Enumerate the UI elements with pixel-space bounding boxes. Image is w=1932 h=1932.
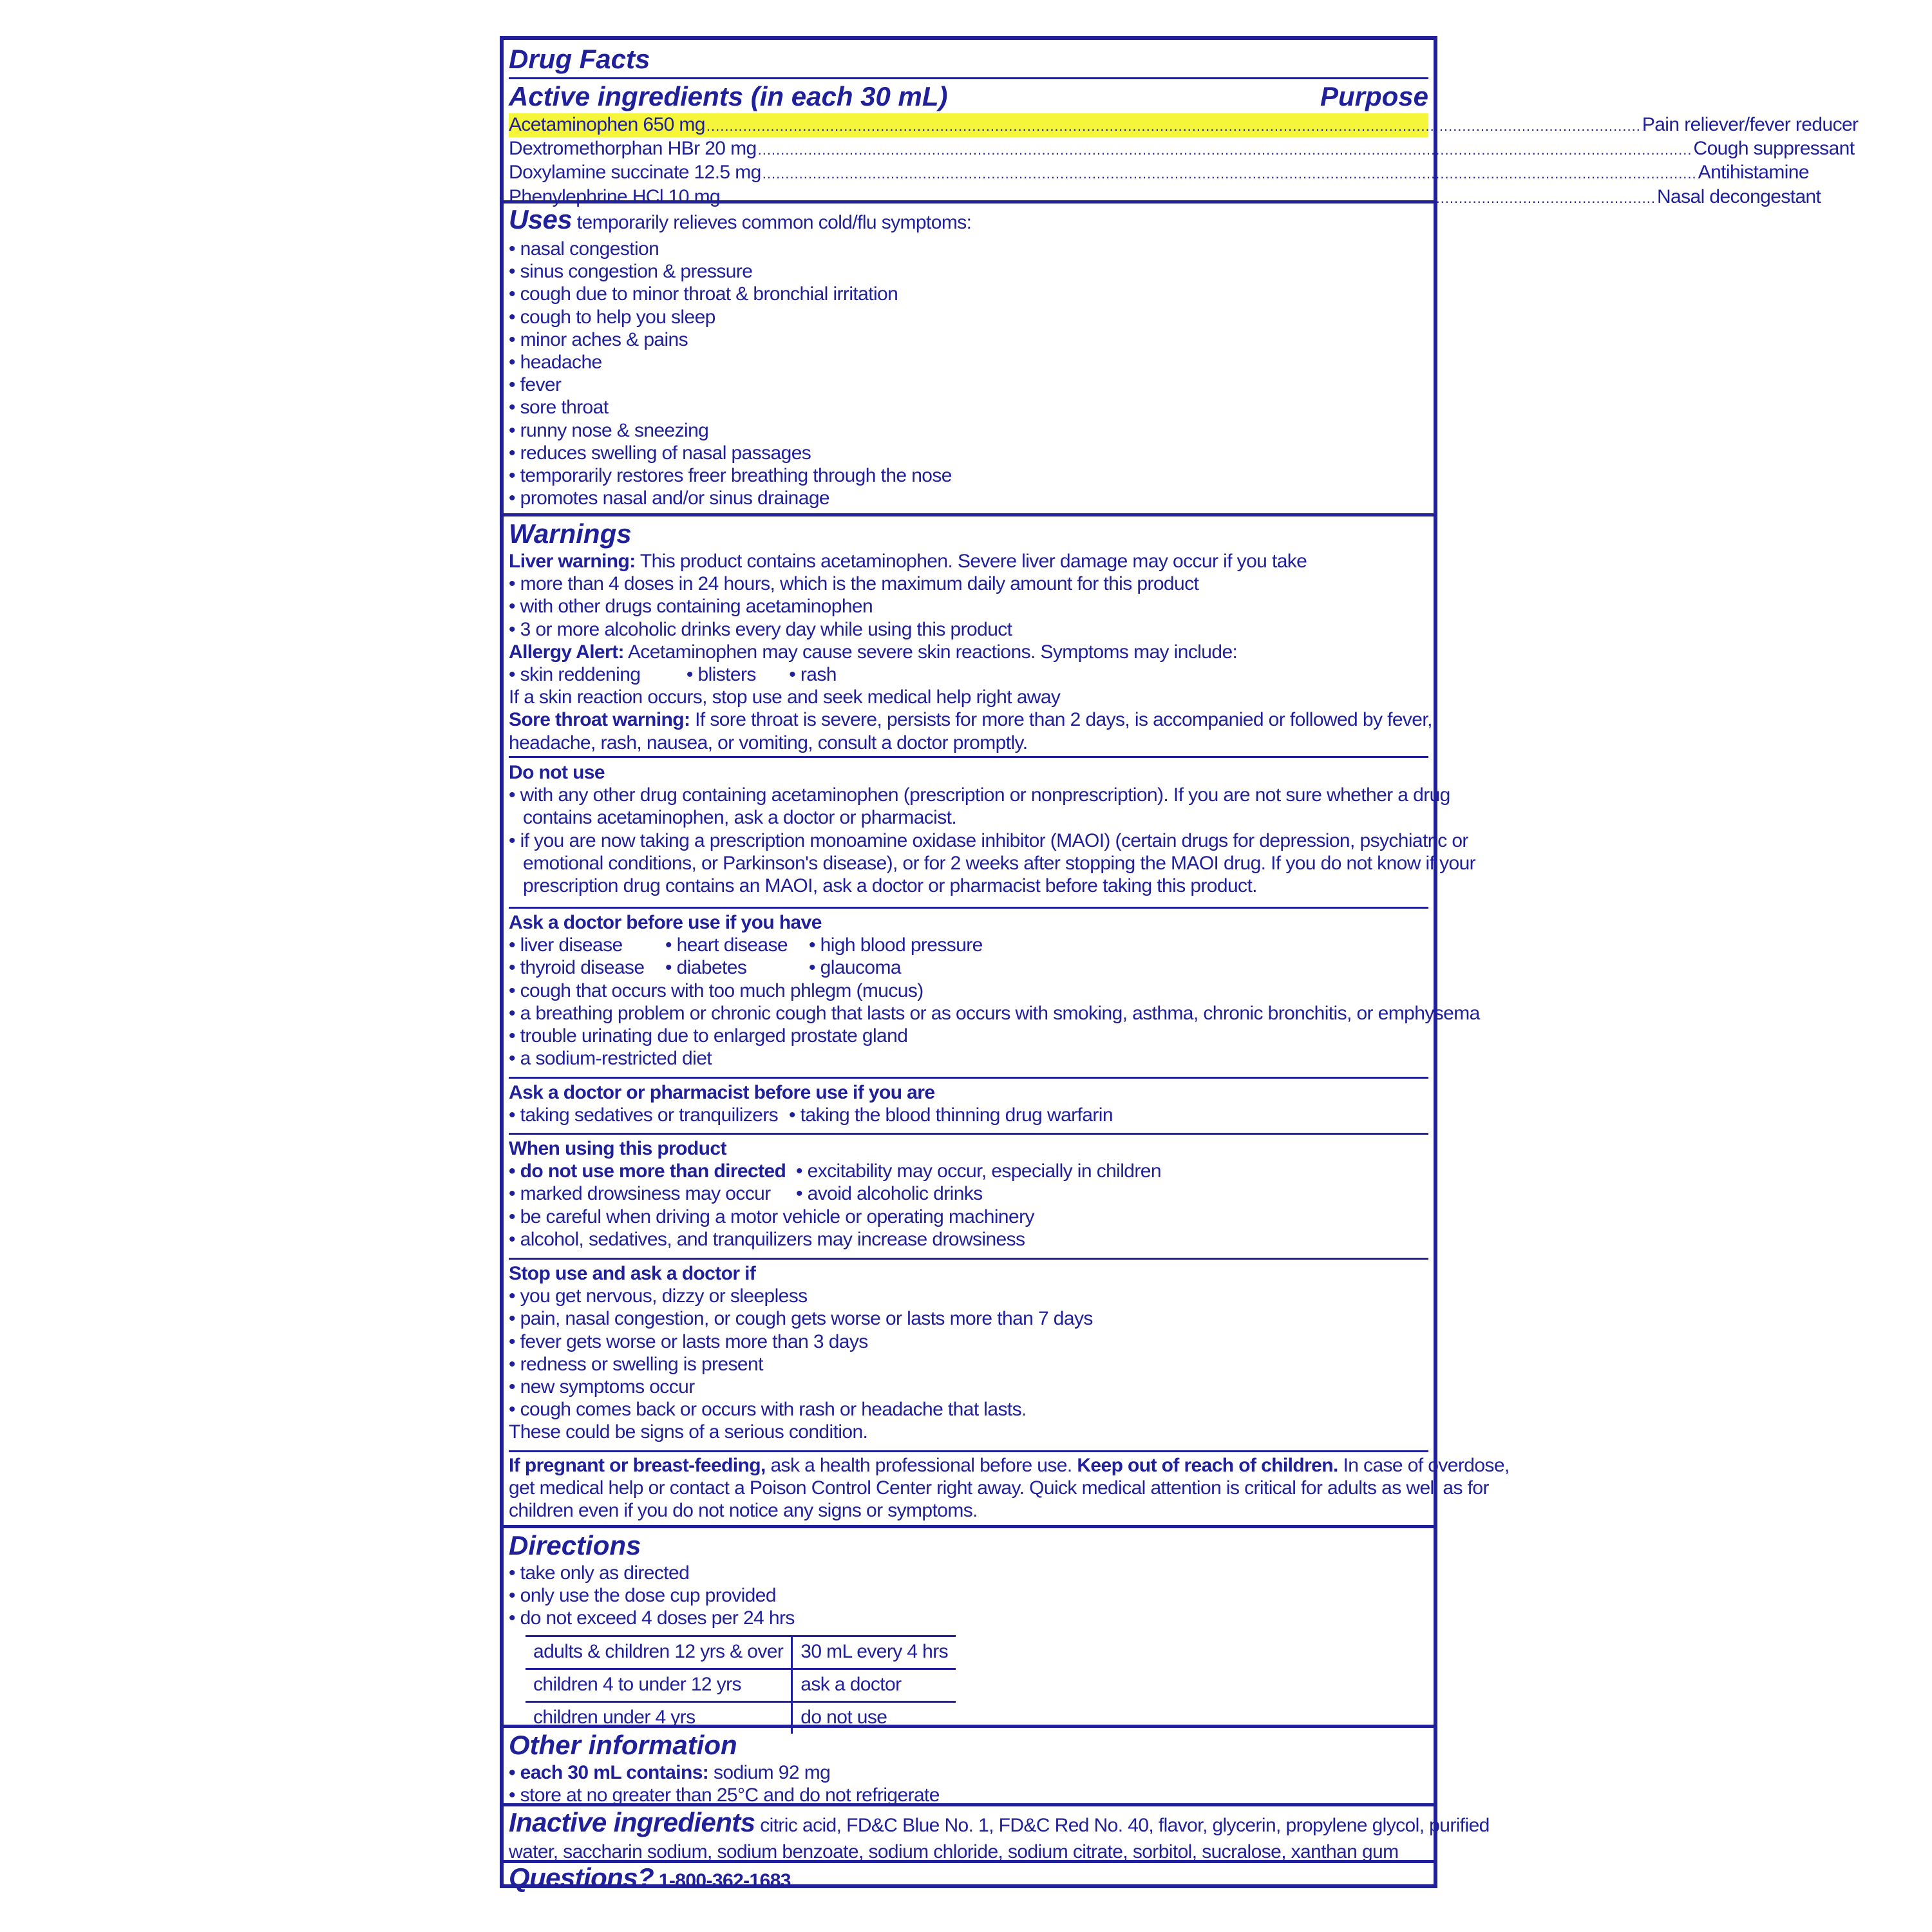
ingredient-name: Phenylephrine HCl 10 mg (509, 185, 721, 207)
uses-section (504, 200, 1434, 509)
list-item: • heart disease (665, 934, 788, 956)
ingredient-name: Doxylamine succinate 12.5 mg (509, 162, 761, 184)
inactive-ingredients-text-cont: water, saccharin sodium, sodium benzoate, sodium chloride, sodium citrate, sorbitol, sucralose, xanthan gum (509, 1841, 1399, 1862)
list-item: • marked drowsiness may occur (509, 1183, 771, 1205)
purpose-heading: Purpose (1320, 81, 1428, 111)
list-item: • promotes nasal and/or sinus drainage (509, 488, 830, 509)
list-item: • with any other drug containing acetaminophen (prescription or nonprescription). If you are not sure whether a drug (509, 784, 1450, 806)
table-cell: ask a doctor (792, 1669, 956, 1701)
allergy-followup: If a skin reaction occurs, stop use and seek medical help right away (509, 687, 1061, 708)
list-item: • a breathing problem or chronic cough that lasts or as occurs with smoking, asthma, chronic bronchitis, or emphysema (509, 1002, 1480, 1024)
ingredient-row: Doxylamine succinate 12.5 mg ............................................................................................................................................................................................................ Antihistamine (509, 162, 1809, 184)
table-row (526, 1669, 956, 1701)
list-item-cont: prescription drug contains an MAOI, ask a doctor or pharmacist before taking this product. (523, 875, 1257, 897)
list-item-cont: contains acetaminophen, ask a doctor or pharmacist. (523, 807, 957, 829)
list-item: • if you are now taking a prescription monoamine oxidase inhibitor (MAOI) (certain drugs for depression, psychiatric or (509, 829, 1468, 851)
divider (509, 1133, 1428, 1135)
dosage-table (526, 1635, 956, 1734)
directions-section (504, 1525, 1434, 1734)
pregnancy-section (504, 1454, 1510, 1522)
divider (509, 77, 1428, 79)
questions-heading: Questions? (509, 1862, 654, 1893)
when-using-section (504, 1137, 1434, 1251)
liver-warning-text: This product contains acetaminophen. Severe liver damage may occur if you take (639, 551, 1307, 572)
list-item: • thyroid disease (509, 957, 645, 979)
list-item: • reduces swelling of nasal passages (509, 442, 811, 464)
list-item: • do not exceed 4 doses per 24 hrs (509, 1607, 795, 1629)
list-item: • a sodium-restricted diet (509, 1048, 712, 1070)
divider (509, 1258, 1428, 1260)
when-using-heading: When using this product (509, 1138, 726, 1159)
list-item: • more than 4 doses in 24 hours, which is the maximum daily amount for this product (509, 573, 1199, 595)
ask-doctor-section (504, 911, 1480, 1070)
list-item: • redness or swelling is present (509, 1353, 763, 1375)
list-item: • 3 or more alcoholic drinks every day while using this product (509, 618, 1012, 640)
list-item: • sinus congestion & pressure (509, 261, 753, 283)
ingredient-name: Acetaminophen 650 mg (509, 114, 705, 135)
list-item: • be careful when driving a motor vehicle or operating machinery (509, 1206, 1034, 1227)
list-item: • do not use more than directed (509, 1160, 786, 1182)
questions-section (504, 1860, 1434, 1896)
pregnant-label: If pregnant or breast-feeding, (509, 1455, 766, 1476)
list-item: • fever (509, 374, 562, 396)
stop-use-section (504, 1262, 1434, 1444)
list-item: • avoid alcoholic drinks (796, 1183, 983, 1205)
ingredient-row: Acetaminophen 650 mg ............................................................................................................................................................................................................ Pain reliever/fever reducer (509, 113, 1428, 137)
stop-use-heading: Stop use and ask a doctor if (509, 1263, 756, 1284)
do-not-use-heading: Do not use (509, 762, 605, 783)
list-item: • cough comes back or occurs with rash or headache that lasts. (509, 1399, 1027, 1421)
sodium-value: sodium 92 mg (713, 1762, 831, 1783)
list-item: • rash (789, 664, 837, 686)
list-item: • take only as directed (509, 1562, 690, 1584)
divider (509, 1077, 1428, 1079)
list-item: • pain, nasal congestion, or cough gets worse or lasts more than 7 days (509, 1308, 1093, 1330)
ask-pharmacist-heading: Ask a doctor or pharmacist before use if you are (509, 1082, 935, 1103)
list-item: • nasal congestion (509, 238, 659, 260)
ingredient-row: Dextromethorphan HBr 20 mg ............................................................................................................................................................................................................ Cough suppressant (509, 138, 1855, 160)
table-row (526, 1636, 956, 1669)
table-cell: 30 mL every 4 hrs (792, 1636, 956, 1669)
list-item: • fever gets worse or lasts more than 3 days (509, 1331, 868, 1352)
drug-facts-header (504, 40, 1434, 79)
table-cell: do not use (792, 1701, 956, 1734)
inactive-ingredients-text: citric acid, FD&C Blue No. 1, FD&C Red No. 40, flavor, glycerin, propylene glycol, purified (760, 1815, 1490, 1836)
directions-heading: Directions (509, 1530, 641, 1560)
ask-doctor-heading: Ask a doctor before use if you have (509, 912, 822, 933)
active-ingredients-section (504, 80, 1859, 209)
list-item: • cough to help you sleep (509, 306, 715, 328)
pregnant-text: ask a health professional before use. (770, 1455, 1072, 1476)
do-not-use-section (504, 761, 1476, 897)
list-item: • liver disease (509, 934, 623, 956)
other-information-heading: Other information (509, 1730, 737, 1760)
sore-throat-text: If sore throat is severe, persists for more than 2 days, is accompanied or followed by fever, (695, 709, 1432, 731)
overdose-text-cont: get medical help or contact a Poison Control Center right away. Quick medical attention is critical for adults as well as for (509, 1477, 1489, 1499)
list-item: • you get nervous, dizzy or sleepless (509, 1285, 808, 1307)
warnings-heading: Warnings (509, 518, 632, 549)
list-item: • only use the dose cup provided (509, 1585, 776, 1607)
uses-intro: temporarily relieves common cold/flu symptoms: (576, 212, 972, 233)
overdose-text-cont: children even if you do not notice any signs or symptoms. (509, 1500, 978, 1522)
phone-number: 1-800-362-1683 (658, 1870, 791, 1891)
warnings-section (504, 513, 1434, 754)
divider (509, 756, 1428, 758)
sore-throat-text-cont: headache, rash, nausea, or vomiting, consult a doctor promptly. (509, 732, 1028, 753)
ingredient-purpose: Cough suppressant (1693, 138, 1855, 160)
list-item: • cough that occurs with too much phlegm (mucus) (509, 980, 923, 1001)
list-item: • high blood pressure (809, 934, 983, 956)
table-cell: children 4 to under 12 yrs (526, 1669, 792, 1701)
list-item: • blisters (686, 664, 756, 686)
overdose-text: In case of overdose, (1343, 1455, 1510, 1476)
list-item: • with other drugs containing acetaminophen (509, 596, 873, 618)
list-item-cont: emotional conditions, or Parkinson's disease), or for 2 weeks after stopping the MAOI drug. If you do not know if your (523, 852, 1476, 874)
liver-warning-label: Liver warning: (509, 551, 636, 572)
divider (509, 907, 1428, 909)
sodium-label: • each 30 mL contains: (509, 1762, 709, 1783)
ingredient-name: Dextromethorphan HBr 20 mg (509, 138, 757, 160)
uses-heading: Uses (509, 204, 573, 234)
ingredient-row: Phenylephrine HCl 10 mg ............................................................................................................................................................................................................ Nasal decongestant (509, 185, 1821, 207)
table-cell: adults & children 12 yrs & over (526, 1636, 792, 1669)
list-item: • new symptoms occur (509, 1376, 695, 1398)
list-item: • taking sedatives or tranquilizers (509, 1104, 779, 1126)
list-item: • diabetes (665, 957, 747, 979)
drug-facts-panel (500, 36, 1859, 1893)
drug-facts-title: Drug Facts (509, 44, 650, 74)
sore-throat-label: Sore throat warning: (509, 709, 690, 731)
list-item: • cough due to minor throat & bronchial irritation (509, 283, 898, 305)
list-item: • alcohol, sedatives, and tranquilizers may increase drowsiness (509, 1228, 1025, 1250)
list-item: • skin reddening (509, 664, 641, 686)
allergy-alert-label: Allergy Alert: (509, 641, 624, 663)
list-item: • taking the blood thinning drug warfarin (789, 1104, 1113, 1126)
ask-pharmacist-section (504, 1081, 1434, 1126)
list-item: • glaucoma (809, 957, 901, 979)
list-item: • store at no greater than 25°C and do not refrigerate (509, 1785, 940, 1806)
list-item: • minor aches & pains (509, 328, 688, 350)
stop-use-note: These could be signs of a serious condition. (509, 1421, 868, 1443)
ingredient-purpose: Pain reliever/fever reducer (1642, 114, 1859, 135)
ingredient-purpose: Antihistamine (1698, 162, 1809, 184)
list-item: • runny nose & sneezing (509, 419, 709, 441)
other-information-section (504, 1725, 1434, 1806)
inactive-ingredients-section (504, 1803, 1490, 1863)
active-ingredients-heading: Active ingredients (in each 30 mL) (509, 81, 948, 111)
table-cell: children under 4 yrs (526, 1701, 792, 1734)
list-item: • temporarily restores freer breathing through the nose (509, 465, 952, 487)
list-item: • excitability may occur, especially in children (796, 1160, 1161, 1182)
list-item: • trouble urinating due to enlarged prostate gland (509, 1025, 908, 1047)
list-item: • headache (509, 352, 602, 374)
ingredient-purpose: Nasal decongestant (1656, 185, 1821, 207)
allergy-alert-text: Acetaminophen may cause severe skin reactions. Symptoms may include: (627, 641, 1238, 663)
divider (509, 1450, 1428, 1452)
inactive-ingredients-heading: Inactive ingredients (509, 1807, 755, 1837)
list-item: • sore throat (509, 397, 609, 419)
keep-out-label: Keep out of reach of children. (1077, 1455, 1338, 1476)
